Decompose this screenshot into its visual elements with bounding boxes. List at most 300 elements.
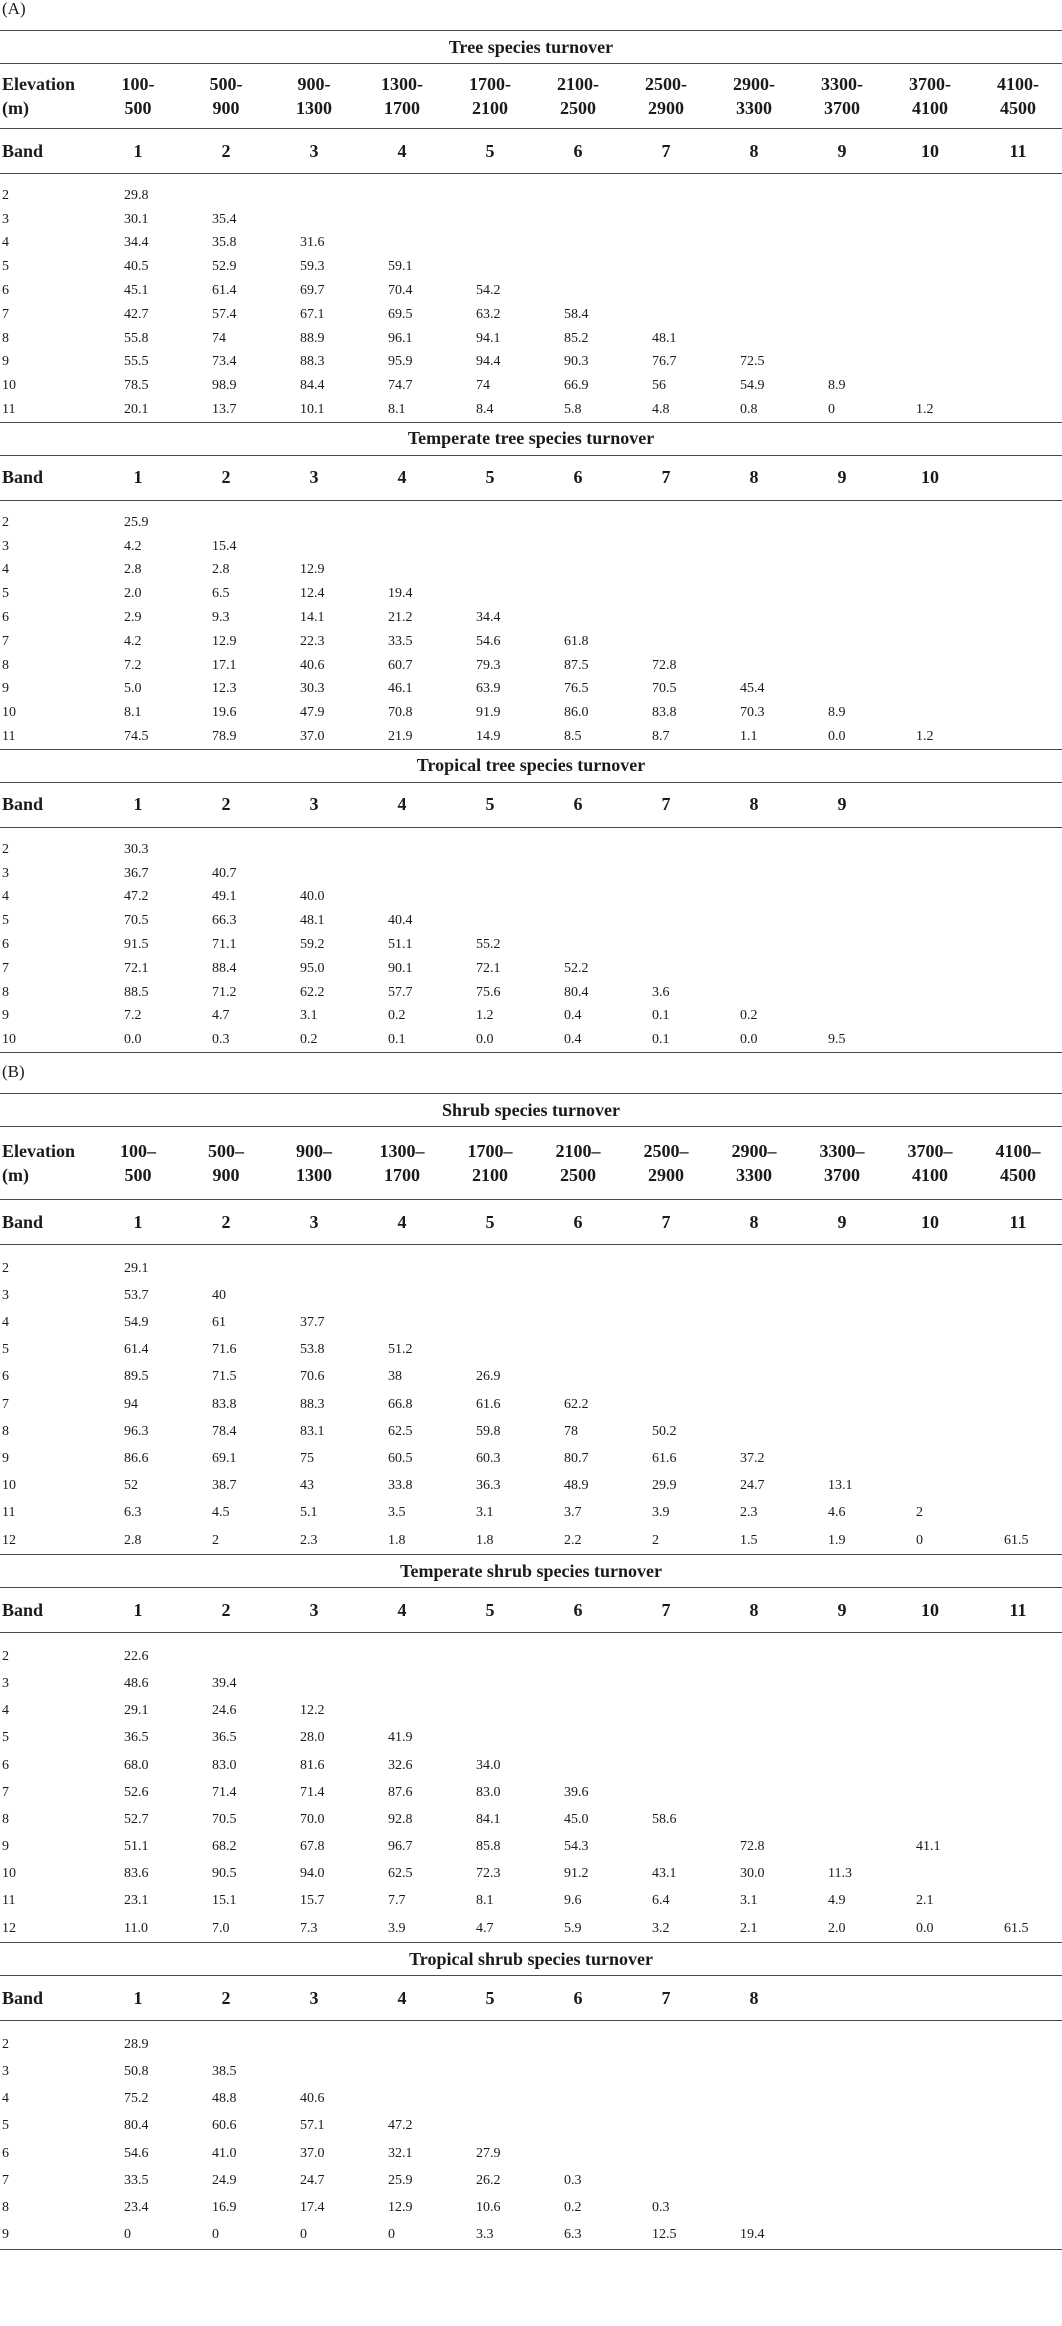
band-number: 2 — [182, 1200, 270, 1245]
table-cell: 29.9 — [652, 1478, 677, 1494]
table-cell: 66.9 — [564, 378, 589, 394]
table-cell: 23.1 — [124, 1893, 149, 1909]
empty-cell — [446, 1282, 534, 1309]
empty-cell — [622, 630, 710, 654]
empty-cell — [710, 1391, 798, 1418]
table-cell: 11.3 — [828, 1866, 852, 1882]
table-cell: 60.5 — [388, 1451, 413, 1467]
table-cell: 71.2 — [212, 984, 237, 1000]
empty-cell — [710, 2113, 798, 2140]
empty-cell — [974, 398, 1062, 422]
empty-cell — [886, 1806, 974, 1833]
row-band: 5 — [2, 1342, 9, 1358]
empty-cell — [974, 1698, 1062, 1725]
empty-cell — [886, 1255, 974, 1282]
empty-cell — [710, 981, 798, 1005]
table-cell: 69.1 — [212, 1451, 237, 1467]
table-row — [0, 1698, 1062, 1725]
table-cell: 35.8 — [212, 235, 237, 251]
empty-cell — [446, 208, 534, 232]
empty-cell — [534, 1725, 622, 1752]
empty-cell — [622, 511, 710, 535]
table-cell: 13.1 — [828, 1478, 853, 1494]
row-band: 9 — [2, 1839, 9, 1855]
table-cell: 81.6 — [300, 1757, 325, 1773]
band-number: 4 — [358, 782, 446, 827]
table-cell: 40.4 — [388, 913, 413, 929]
table-cell: 59.2 — [300, 937, 325, 953]
band-number: 7 — [622, 1588, 710, 1633]
empty-cell — [798, 1725, 886, 1752]
row-band: 5 — [2, 913, 9, 929]
empty-cell — [270, 838, 358, 862]
row-band: 10 — [2, 705, 16, 721]
table-row — [0, 701, 1062, 725]
band-number: 7 — [622, 455, 710, 500]
empty-cell — [798, 2222, 886, 2250]
table-cell: 37.0 — [300, 2145, 325, 2161]
table-cell: 0.2 — [740, 1008, 758, 1024]
band-number: 10 — [886, 455, 974, 500]
empty-cell — [798, 2113, 886, 2140]
table-cell: 96.1 — [388, 330, 413, 346]
empty-cell — [974, 279, 1062, 303]
empty-cell — [798, 1445, 886, 1472]
empty-cell — [534, 933, 622, 957]
empty-cell — [446, 862, 534, 886]
band-header-row — [0, 1976, 1062, 2021]
table-cell: 38.5 — [212, 2064, 237, 2080]
empty-cell — [886, 1028, 974, 1052]
band-number: 3 — [270, 455, 358, 500]
spacer-cell — [0, 2021, 1062, 2032]
empty-cell — [798, 1309, 886, 1336]
table-cell: 29.1 — [124, 1703, 149, 1719]
empty-cell — [886, 957, 974, 981]
table-cell: 1.9 — [798, 1527, 886, 1555]
empty-cell — [270, 2031, 358, 2058]
elevation-row — [0, 1127, 1062, 1200]
table-cell: 61.4 — [212, 283, 237, 299]
empty-cell — [622, 2086, 710, 2113]
table-cell: 37.0 — [270, 725, 358, 749]
table-cell: 30.0 — [740, 1866, 765, 1882]
band-number: 9 — [798, 129, 886, 174]
table-cell: 0.8 — [710, 398, 798, 422]
table-cell: 36.5 — [212, 1730, 237, 1746]
empty-cell — [886, 1861, 974, 1888]
row-band: 3 — [2, 2064, 9, 2080]
empty-cell — [886, 838, 974, 862]
elevation-range: 2100– 2500 — [555, 1141, 601, 1186]
empty-cell — [974, 455, 1062, 500]
empty-cell — [182, 2031, 270, 2058]
empty-cell — [710, 1364, 798, 1391]
band-number: 6 — [534, 1588, 622, 1633]
table-cell: 8.9 — [828, 378, 846, 394]
table-cell: 80.4 — [564, 984, 589, 1000]
table-cell: 1.8 — [446, 1527, 534, 1555]
band-number: 6 — [534, 455, 622, 500]
empty-cell — [974, 303, 1062, 327]
empty-cell — [622, 184, 710, 208]
empty-cell — [446, 909, 534, 933]
band-number: 7 — [622, 1976, 710, 2021]
empty-cell — [798, 279, 886, 303]
band-header-row — [0, 455, 1062, 500]
table-cell: 5.0 — [124, 681, 142, 697]
table-cell: 68.2 — [212, 1839, 237, 1855]
table-cell: 29.8 — [124, 187, 149, 203]
table-cell: 25.9 — [388, 2172, 413, 2188]
band-number: 8 — [710, 455, 798, 500]
row-band: 7 — [2, 306, 9, 322]
empty-cell — [182, 1643, 270, 1670]
empty-cell — [710, 1255, 798, 1282]
row-band: 10 — [2, 1478, 16, 1494]
table-cell: 14.9 — [446, 725, 534, 749]
table-cell: 88.9 — [300, 330, 325, 346]
empty-cell — [974, 957, 1062, 981]
row-band: 4 — [2, 2091, 9, 2107]
table-row — [0, 511, 1062, 535]
part-b-label: (B) — [2, 1062, 25, 1082]
table-cell: 19.4 — [388, 586, 413, 602]
table-cell: 72.5 — [740, 354, 765, 370]
table-cell: 2 — [622, 1527, 710, 1555]
empty-cell — [270, 511, 358, 535]
band-number: 1 — [94, 1200, 182, 1245]
empty-cell — [710, 630, 798, 654]
empty-cell — [358, 2058, 446, 2085]
band-number: 4 — [358, 1200, 446, 1245]
empty-cell — [974, 862, 1062, 886]
empty-cell — [710, 838, 798, 862]
empty-cell — [798, 909, 886, 933]
table-cell: 14.1 — [300, 610, 325, 626]
empty-cell — [710, 1643, 798, 1670]
section-title-row — [0, 31, 1062, 64]
empty-cell — [798, 2167, 886, 2194]
table-row — [0, 1282, 1062, 1309]
row-band: 11 — [0, 725, 94, 749]
empty-cell — [710, 2031, 798, 2058]
empty-cell — [534, 1752, 622, 1779]
empty-cell — [270, 535, 358, 559]
table-cell: 86.0 — [564, 705, 589, 721]
empty-cell — [534, 2031, 622, 2058]
empty-cell — [886, 2058, 974, 2085]
table-cell: 90.3 — [564, 354, 589, 370]
empty-cell — [798, 1255, 886, 1282]
table-cell: 70.3 — [740, 705, 765, 721]
table-cell: 69.5 — [388, 306, 413, 322]
empty-cell — [534, 582, 622, 606]
table-cell: 12.5 — [622, 2222, 710, 2250]
table-cell: 70.6 — [300, 1369, 325, 1385]
empty-cell — [182, 184, 270, 208]
band-label: Band — [0, 1588, 94, 1633]
row-band: 9 — [2, 1008, 9, 1024]
empty-cell — [446, 559, 534, 583]
empty-cell — [446, 1643, 534, 1670]
table-cell: 2 — [916, 1505, 923, 1521]
table-cell: 70.8 — [388, 705, 413, 721]
table-cell: 8.1 — [358, 398, 446, 422]
table-row — [0, 1028, 1062, 1052]
table-cell: 57.4 — [212, 306, 237, 322]
table-row — [0, 184, 1062, 208]
empty-cell — [974, 701, 1062, 725]
empty-cell — [798, 886, 886, 910]
table-cell: 12.9 — [212, 633, 237, 649]
empty-cell — [974, 2113, 1062, 2140]
empty-cell — [974, 1337, 1062, 1364]
table-cell: 30.3 — [300, 681, 325, 697]
empty-cell — [974, 1725, 1062, 1752]
row-band: 3 — [2, 538, 9, 554]
elevation-range: 900- 1300 — [296, 74, 332, 118]
table-cell: 55.2 — [476, 937, 501, 953]
empty-cell — [974, 886, 1062, 910]
empty-cell — [710, 279, 798, 303]
empty-cell — [886, 1005, 974, 1029]
empty-cell — [534, 1282, 622, 1309]
section-title-row — [0, 1094, 1062, 1127]
elevation-label: Elevation (m) — [2, 1141, 76, 1186]
row-band: 5 — [2, 1730, 9, 1746]
table-row — [0, 1725, 1062, 1752]
empty-cell — [798, 303, 886, 327]
table-cell: 87.6 — [388, 1784, 413, 1800]
table-cell: 0.1 — [652, 1008, 670, 1024]
band-number: 1 — [94, 455, 182, 500]
table-row — [0, 2031, 1062, 2058]
empty-cell — [798, 2031, 886, 2058]
spacer-cell — [0, 174, 1062, 185]
section-title-row — [0, 422, 1062, 455]
table-cell: 29.1 — [124, 1260, 149, 1276]
row-band: 2 — [2, 1648, 9, 1664]
band-number: 5 — [446, 1588, 534, 1633]
table-cell: 3.9 — [652, 1505, 670, 1521]
empty-cell — [798, 2194, 886, 2221]
table-row — [0, 2113, 1062, 2140]
table-cell: 72.8 — [740, 1839, 765, 1855]
empty-cell — [886, 2222, 974, 2250]
spacer-cell — [0, 1245, 1062, 1256]
empty-cell — [886, 1670, 974, 1697]
row-band: 3 — [2, 1675, 9, 1691]
table-cell: 71.6 — [212, 1342, 237, 1358]
spacer-row — [0, 500, 1062, 511]
elevation-range: 4100– 4500 — [995, 1141, 1041, 1186]
row-band: 8 — [2, 330, 9, 346]
table-cell: 94 — [124, 1396, 138, 1412]
empty-cell — [710, 255, 798, 279]
table-cell: 94.0 — [300, 1866, 325, 1882]
table-cell: 45.4 — [740, 681, 765, 697]
table-cell: 4.8 — [622, 398, 710, 422]
table-cell: 0.0 — [710, 1028, 798, 1052]
empty-cell — [798, 2058, 886, 2085]
empty-cell — [710, 886, 798, 910]
empty-cell — [798, 933, 886, 957]
table-cell: 79.3 — [476, 657, 501, 673]
table-cell: 78.5 — [124, 378, 149, 394]
empty-cell — [798, 559, 886, 583]
section-title: Temperate tree species turnover — [0, 422, 1062, 455]
table-row — [0, 327, 1062, 351]
elevation-range: 2500– 2900 — [643, 1141, 689, 1186]
table-cell: 96.3 — [124, 1423, 149, 1439]
table-cell: 2 — [182, 1527, 270, 1555]
empty-cell — [534, 2086, 622, 2113]
row-band: 11 — [2, 1893, 16, 1909]
empty-cell — [798, 255, 886, 279]
band-number: 5 — [446, 129, 534, 174]
table-cell: 3.3 — [446, 2222, 534, 2250]
table-cell: 61.4 — [124, 1342, 149, 1358]
empty-cell — [446, 535, 534, 559]
empty-cell — [358, 1309, 446, 1336]
table-cell: 5.8 — [534, 398, 622, 422]
band-number: 11 — [974, 1200, 1062, 1245]
table-cell: 72.1 — [476, 960, 501, 976]
empty-cell — [798, 981, 886, 1005]
table-cell: 11.0 — [94, 1915, 182, 1943]
band-number: 1 — [94, 1976, 182, 2021]
table-cell: 0.0 — [94, 1028, 182, 1052]
table-cell: 40 — [212, 1287, 226, 1303]
table-cell: 88.5 — [124, 984, 149, 1000]
table-row — [0, 279, 1062, 303]
empty-cell — [358, 1698, 446, 1725]
table-cell: 9.5 — [798, 1028, 886, 1052]
empty-cell — [974, 1888, 1062, 1915]
empty-cell — [974, 582, 1062, 606]
empty-cell — [798, 1806, 886, 1833]
row-band: 7 — [2, 960, 9, 976]
table-cell: 62.2 — [300, 984, 325, 1000]
table-cell: 40.5 — [124, 259, 149, 275]
table-cell: 74 — [212, 330, 226, 346]
empty-cell — [974, 2086, 1062, 2113]
row-band: 5 — [2, 259, 9, 275]
table-cell: 0.3 — [564, 2172, 582, 2188]
empty-cell — [886, 1976, 974, 2021]
table-cell: 12.4 — [300, 586, 325, 602]
table-cell: 71.4 — [300, 1784, 325, 1800]
empty-cell — [886, 678, 974, 702]
empty-cell — [974, 1500, 1062, 1527]
empty-cell — [710, 1309, 798, 1336]
empty-cell — [446, 582, 534, 606]
empty-cell — [974, 1670, 1062, 1697]
table-cell: 89.5 — [124, 1369, 149, 1385]
row-band: 2 — [2, 1260, 9, 1276]
table-cell: 95.9 — [388, 354, 413, 370]
table-cell: 66.3 — [212, 913, 237, 929]
band-number: 10 — [886, 129, 974, 174]
elevation-range: 900– 1300 — [296, 1141, 332, 1186]
elevation-range: 2900– 3300 — [731, 1141, 777, 1186]
table-cell: 15.7 — [300, 1893, 325, 1909]
table-cell: 22.6 — [124, 1648, 149, 1664]
band-number: 6 — [534, 129, 622, 174]
table-cell: 7.2 — [124, 657, 142, 673]
row-band: 4 — [2, 1703, 9, 1719]
table-cell: 0 — [358, 2222, 446, 2250]
empty-cell — [798, 1698, 886, 1725]
empty-cell — [798, 1391, 886, 1418]
table-cell: 2.1 — [916, 1893, 934, 1909]
empty-cell — [886, 909, 974, 933]
table-cell: 40.6 — [300, 657, 325, 673]
table-row — [0, 1888, 1062, 1915]
row-band: 7 — [2, 1396, 9, 1412]
empty-cell — [886, 654, 974, 678]
table-row — [0, 208, 1062, 232]
table-cell: 0 — [886, 1527, 974, 1555]
empty-cell — [358, 1643, 446, 1670]
empty-cell — [358, 511, 446, 535]
table-cell: 0.2 — [564, 2199, 582, 2215]
elevation-range: 500- 900 — [209, 74, 243, 118]
empty-cell — [446, 511, 534, 535]
table-cell: 91.5 — [124, 937, 149, 953]
table-row — [0, 981, 1062, 1005]
empty-cell — [622, 535, 710, 559]
empty-cell — [446, 838, 534, 862]
empty-cell — [534, 1309, 622, 1336]
empty-cell — [886, 1282, 974, 1309]
empty-cell — [974, 909, 1062, 933]
table-cell: 17.1 — [212, 657, 237, 673]
row-band: 7 — [2, 633, 9, 649]
empty-cell — [710, 1282, 798, 1309]
empty-cell — [974, 1833, 1062, 1860]
table-row — [0, 886, 1062, 910]
row-band: 9 — [0, 2222, 94, 2250]
section-title-row — [0, 1555, 1062, 1588]
empty-cell — [358, 535, 446, 559]
table-cell: 75.6 — [476, 984, 501, 1000]
table-cell: 60.6 — [212, 2118, 237, 2134]
empty-cell — [446, 255, 534, 279]
part-a-label: (A) — [2, 0, 26, 18]
table-cell: 54.3 — [564, 1839, 589, 1855]
table-row — [0, 1833, 1062, 1860]
table-cell: 31.6 — [300, 235, 325, 251]
table-row — [0, 535, 1062, 559]
empty-cell — [534, 232, 622, 256]
table-cell: 42.7 — [124, 306, 149, 322]
empty-cell — [446, 886, 534, 910]
table-cell: 78 — [564, 1423, 578, 1439]
band-number: 3 — [270, 129, 358, 174]
empty-cell — [622, 232, 710, 256]
empty-cell — [182, 838, 270, 862]
band-number: 1 — [94, 129, 182, 174]
row-band: 6 — [2, 937, 9, 953]
empty-cell — [798, 208, 886, 232]
table-cell: 34.0 — [476, 1757, 501, 1773]
table-row — [0, 957, 1062, 981]
elevation-range: 1300– 1700 — [379, 1141, 425, 1186]
table-cell: 28.0 — [300, 1730, 325, 1746]
empty-cell — [622, 886, 710, 910]
